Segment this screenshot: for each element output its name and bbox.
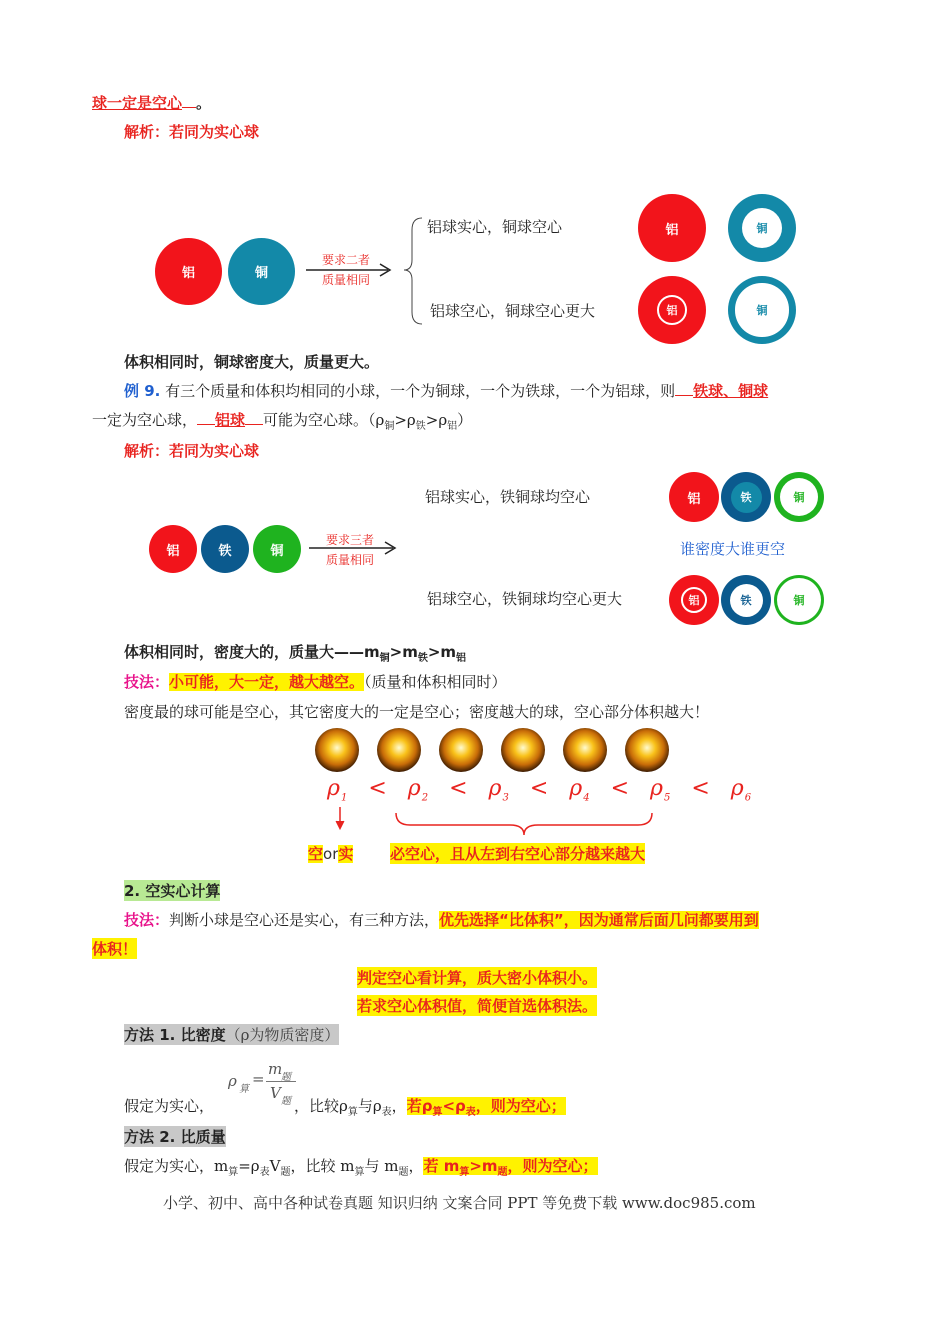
rho-4: ρ — [569, 776, 584, 801]
arrow-label-top: 要求二者 — [322, 253, 371, 267]
line1-answer: 球一定是空心 — [92, 94, 183, 112]
copper-ball-hollow-label: 铜 — [742, 208, 783, 249]
iron-ball-2: 铁 — [201, 525, 249, 573]
sub-al: 铝 — [447, 421, 458, 432]
tip-1-detail: 密度最的球可能是空心，其它密度大的一定是空心；密度越大的球，空心部分体积越大！ — [124, 703, 710, 721]
tip-2-label: 技法： — [124, 911, 170, 929]
rho-5-index: 5 — [663, 792, 672, 804]
analysis-2: 解析：若同为实心球 — [124, 442, 260, 460]
tip-1-tail: （质量和体积相同时） — [364, 673, 507, 691]
line1-tail: 。 — [196, 94, 212, 112]
arrow-2 — [305, 538, 405, 558]
rho-4-index: 4 — [583, 792, 591, 804]
copper-ball: 铜 — [228, 238, 295, 305]
m2-hl: 若 m — [423, 1157, 460, 1175]
rho-1-index: 1 — [340, 792, 349, 804]
tip-1 — [124, 671, 507, 692]
m1-s1: 算 — [347, 1107, 358, 1118]
hollow-or-solid — [308, 843, 353, 864]
m1-mid: ，比较ρ — [294, 1097, 348, 1115]
sub-fe: 铁 — [415, 421, 426, 432]
iron-ball-2a — [721, 472, 771, 522]
example-9-text1: 有三个质量和体积均相同的小球，一个为铜球，一个为铁球，一个为铝球，则 — [160, 382, 676, 400]
method-2-title: 方法 2. 比质量 — [124, 1128, 226, 1146]
m2-s5: 题 — [398, 1167, 409, 1178]
section-2-title: 2. 空实心计算 — [124, 882, 221, 900]
rho-6-index: 6 — [744, 792, 753, 804]
m1-hs1: 算 — [432, 1107, 443, 1118]
conclusion-1: 体积相同时，铜球密度大，质量更大。 — [124, 353, 380, 371]
c2-s1: 铜 — [379, 653, 390, 664]
example-9-text3: 可能为空心球。（ρ — [263, 411, 385, 429]
tip-1-highlight: 小可能，大一定，越大越空。 — [169, 673, 365, 691]
copper-ball-2b-label: 铜 — [777, 578, 821, 622]
iron-ball-2b-label: 铁 — [730, 584, 763, 617]
aluminum-ball-2b — [669, 575, 719, 625]
tip-1-label: 技法： — [124, 673, 170, 691]
rho-3-index: 3 — [502, 792, 510, 804]
conclusion-2 — [124, 641, 466, 664]
m2-s4: 算 — [354, 1167, 365, 1178]
m2-s1: 算 — [228, 1167, 239, 1178]
m2-s3: 题 — [280, 1167, 291, 1178]
rule-1: 判定空心看计算，质大密小体积小。 — [357, 969, 598, 987]
m2-pre: 假定为实心，m — [124, 1157, 229, 1175]
lt-4: < — [610, 776, 630, 801]
arrow-brace-1 — [300, 210, 430, 330]
formula-num-sub: 题 — [281, 1072, 291, 1083]
aluminum-ball-hollow-label: 铝 — [657, 295, 687, 325]
rule-2: 若求空心体积值，简便首选体积法。 — [357, 997, 598, 1015]
c2-s3: 铝 — [456, 653, 467, 664]
rho-2-index: 2 — [421, 792, 430, 804]
formula-lhs: ρ — [228, 1072, 237, 1090]
m1-hl: 若ρ — [406, 1097, 433, 1115]
density-note: 谁密度大谁更空 — [680, 540, 786, 558]
arrow-label-2-top: 要求三者 — [326, 533, 375, 547]
m1-pre: 假定为实心， — [124, 1097, 215, 1115]
footer: 小学、初中、高中各种试卷真题 知识归纳 文案合同 PPT 等免费下载 www.doc985.com — [163, 1194, 756, 1212]
rho-6: ρ — [730, 776, 745, 801]
m2-eq: =ρ — [238, 1157, 260, 1175]
m2-v: V — [269, 1157, 281, 1175]
m2-hs1: 算 — [459, 1167, 470, 1178]
copper-ball-2b — [774, 575, 824, 625]
gt-2: >ρ — [425, 411, 448, 429]
sub-cu: 铜 — [384, 421, 395, 432]
conclusion-2-text: 体积相同时，密度大的，质量大——m — [124, 643, 380, 661]
analysis-1: 解析：若同为实心球 — [124, 123, 260, 141]
arrow-label-bottom: 质量相同 — [322, 273, 371, 287]
method-1-paren: （ρ为物质密度） — [225, 1026, 340, 1044]
m2-hend: ，则为空心； — [507, 1157, 598, 1175]
example-9-line1 — [124, 380, 768, 401]
m1-hend: ，则为空心； — [475, 1097, 566, 1115]
copper-ball-more-hollow-label: 铜 — [735, 283, 788, 336]
tip-2-text: 判断小球是空心还是实心，有三种方法， — [169, 911, 440, 929]
example-9-text2: 一定为空心球， — [92, 411, 198, 429]
formula-den: V — [270, 1084, 281, 1102]
case-2a: 铝球实心，铁铜球均空心 — [425, 488, 591, 506]
example-9-line2 — [92, 409, 472, 432]
m2-cmp: ，比较 m — [290, 1157, 355, 1175]
rho-5: ρ — [650, 776, 664, 801]
lt-3: < — [529, 776, 550, 801]
m1-hlt: <ρ — [442, 1097, 466, 1115]
lt-2: < — [449, 776, 469, 801]
aluminum-ball: 铝 — [155, 238, 222, 305]
rho-1: ρ — [327, 776, 341, 801]
m1-s2: 表 — [381, 1107, 392, 1118]
rho-2: ρ — [407, 776, 422, 801]
copper-ball-hollow — [728, 194, 796, 262]
example-9-answer1: 铁球、铜球 — [693, 382, 769, 400]
or-label: or — [323, 845, 339, 863]
close-paren: ） — [457, 411, 473, 429]
shi-label: 实 — [338, 845, 354, 863]
m1-hs2: 表 — [465, 1107, 476, 1118]
iron-ball-2a-label: 铁 — [731, 482, 762, 513]
method-1-title — [124, 1024, 339, 1045]
fraction-bar — [266, 1081, 296, 1082]
iron-ball-2b — [721, 575, 771, 625]
lt-1: < — [368, 776, 388, 801]
copper-ball-more-hollow — [728, 276, 796, 344]
formula-num: m — [268, 1060, 283, 1078]
aluminum-ball-solid: 铝 — [638, 194, 706, 262]
m1-comma: ， — [391, 1097, 407, 1115]
m2-s2: 表 — [259, 1167, 270, 1178]
tip-2-highlight-2: 体积！ — [92, 940, 138, 958]
m1-highlight — [406, 1097, 566, 1118]
m1-and: 与ρ — [357, 1097, 382, 1115]
method-1-line — [124, 1095, 566, 1118]
rho-3: ρ — [488, 776, 503, 801]
tip-2-highlight: 优先选择“比体积”，因为通常后面几问都要用到 — [439, 911, 759, 929]
aluminum-ball-2b-label: 铝 — [681, 587, 707, 613]
formula-eq: = — [252, 1070, 265, 1088]
lt-5: < — [691, 776, 711, 801]
method-1-label: 方法 1. 比密度 — [124, 1026, 226, 1044]
brace-note: 必空心，且从左到右空心部分越来越大 — [390, 845, 646, 863]
gt-1: >ρ — [394, 411, 416, 429]
aluminum-ball-2: 铝 — [149, 525, 197, 573]
line1 — [92, 92, 211, 113]
aluminum-ball-hollow — [638, 276, 706, 344]
method-2-line — [124, 1155, 598, 1178]
c2-g1: >m — [389, 643, 418, 661]
formula-lhs-sub: 算 — [239, 1084, 249, 1095]
example-9-answer2: 铝球 — [215, 411, 246, 429]
c2-g2: >m — [427, 643, 457, 661]
case-1a: 铝球实心，铜球空心 — [427, 218, 563, 236]
m2-comma: ， — [408, 1157, 424, 1175]
m2-highlight — [423, 1157, 598, 1178]
case-2b: 铝球空心，铁铜球均空心更大 — [427, 590, 623, 608]
example-9-label: 例 9. — [124, 382, 161, 400]
formula-den-sub: 题 — [281, 1096, 291, 1107]
kong-label: 空 — [308, 845, 324, 863]
tip-2 — [124, 909, 759, 930]
copper-ball-2a-label: 铜 — [780, 478, 818, 516]
m2-hs2: 题 — [497, 1167, 508, 1178]
case-1b: 铝球空心，铜球空心更大 — [430, 302, 596, 320]
m2-hgt: >m — [469, 1157, 498, 1175]
copper-ball-2a — [774, 472, 824, 522]
rho-sequence — [327, 776, 752, 803]
copper-ball-2: 铜 — [253, 525, 301, 573]
arrow-label-2-bottom: 质量相同 — [326, 553, 375, 567]
m2-and: 与 m — [364, 1157, 399, 1175]
aluminum-ball-2a: 铝 — [669, 472, 719, 522]
c2-s2: 铁 — [417, 653, 428, 664]
